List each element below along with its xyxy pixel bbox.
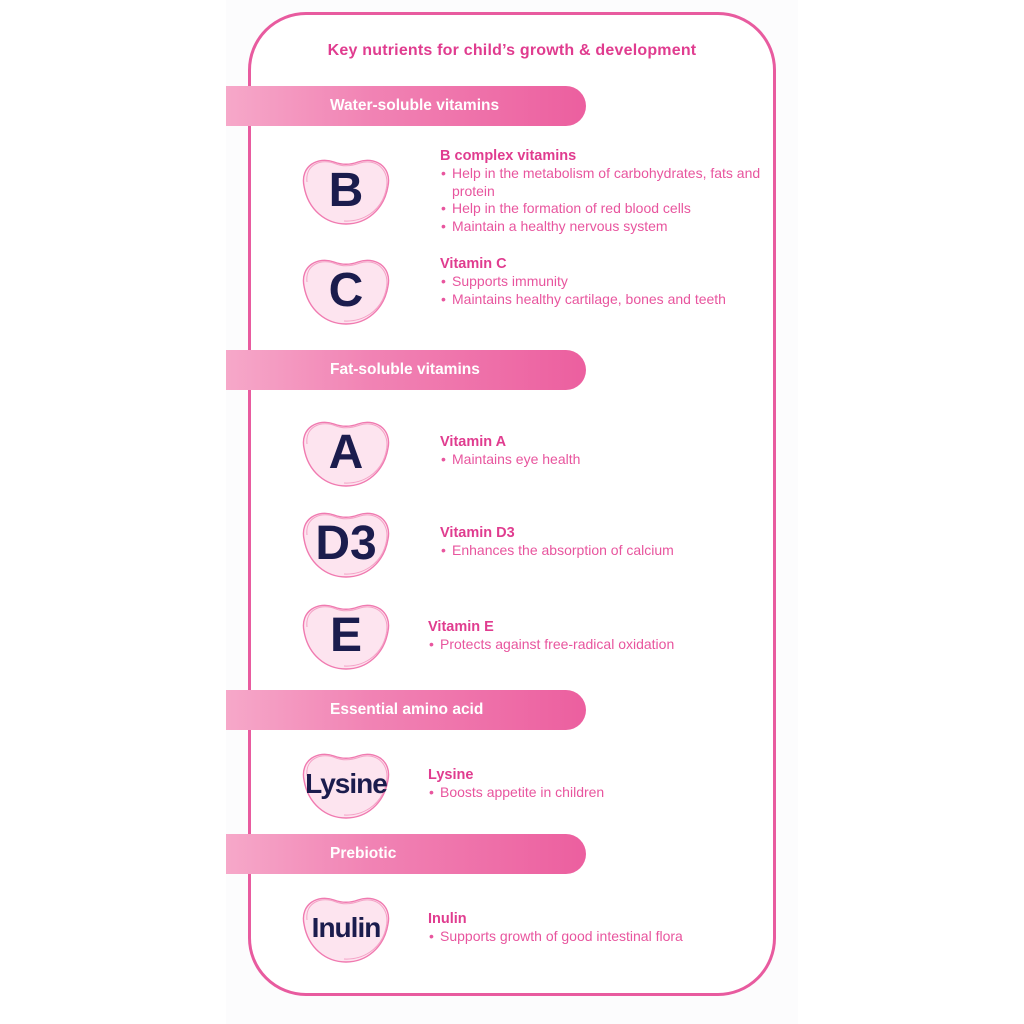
nutrient-title: Vitamin C (440, 256, 507, 272)
nutrient-bullet: • Help in the metabolism of carbohydrates, fats and protein (440, 165, 770, 200)
badge-inulin (296, 890, 396, 966)
badge-letter: Lysine (305, 768, 387, 799)
nutrient-title: Vitamin D3 (440, 525, 515, 541)
nutrient-bullet: • Maintains healthy cartilage, bones and teeth (440, 291, 770, 309)
nutrient-info-a (440, 433, 770, 469)
nutrient-title: Lysine (428, 767, 474, 783)
badge-letter: A (328, 425, 364, 479)
section-banner-amino-acid (226, 690, 586, 730)
nutrient-info-c (440, 255, 770, 308)
nutrient-bullet: • Maintain a healthy nervous system (440, 218, 770, 236)
badge-vitamin-e (296, 597, 396, 673)
section-heading: Fat-soluble vitamins (330, 361, 480, 378)
badge-letter: E (329, 608, 362, 662)
section-banner-water-soluble (226, 86, 586, 126)
badge-letter: Inulin (311, 912, 381, 943)
nutrient-info-b (440, 147, 770, 235)
nutrient-title: Vitamin A (440, 434, 507, 450)
badge-letter: D3 (315, 516, 377, 570)
badge-vitamin-b (296, 152, 396, 228)
nutrient-bullet: • Protects against free-radical oxidation (428, 636, 758, 654)
section-heading: Essential amino acid (330, 701, 484, 718)
nutrient-title: B complex vitamins (440, 148, 577, 164)
nutrient-bullet: • Supports immunity (440, 273, 770, 291)
section-banner-fat-soluble (226, 350, 586, 390)
badge-vitamin-a (296, 414, 396, 490)
badge-vitamin-d3 (296, 505, 396, 581)
nutrient-bullet: • Help in the formation of red blood cells (440, 200, 770, 218)
nutrient-title: Vitamin E (428, 619, 494, 635)
nutrient-title: Inulin (428, 911, 467, 927)
nutrient-info-d3 (440, 524, 770, 560)
page-title: Key nutrients for child’s growth & development (327, 42, 697, 59)
nutrient-bullet: • Boosts appetite in children (428, 784, 758, 802)
badge-lysine (296, 746, 396, 822)
section-banner-prebiotic (226, 834, 586, 874)
badge-vitamin-c (296, 252, 396, 328)
section-heading: Prebiotic (330, 845, 397, 862)
nutrient-info-e (428, 618, 758, 654)
nutrient-bullet: • Supports growth of good intestinal flora (428, 928, 758, 946)
section-heading: Water-soluble vitamins (330, 97, 500, 114)
badge-letter: B (328, 163, 364, 217)
nutrient-bullet: • Enhances the absorption of calcium (440, 542, 770, 560)
badge-letter: C (328, 263, 364, 317)
nutrient-bullet: • Maintains eye health (440, 451, 770, 469)
nutrient-info-lysine (428, 766, 758, 802)
nutrient-info-inulin (428, 910, 758, 946)
